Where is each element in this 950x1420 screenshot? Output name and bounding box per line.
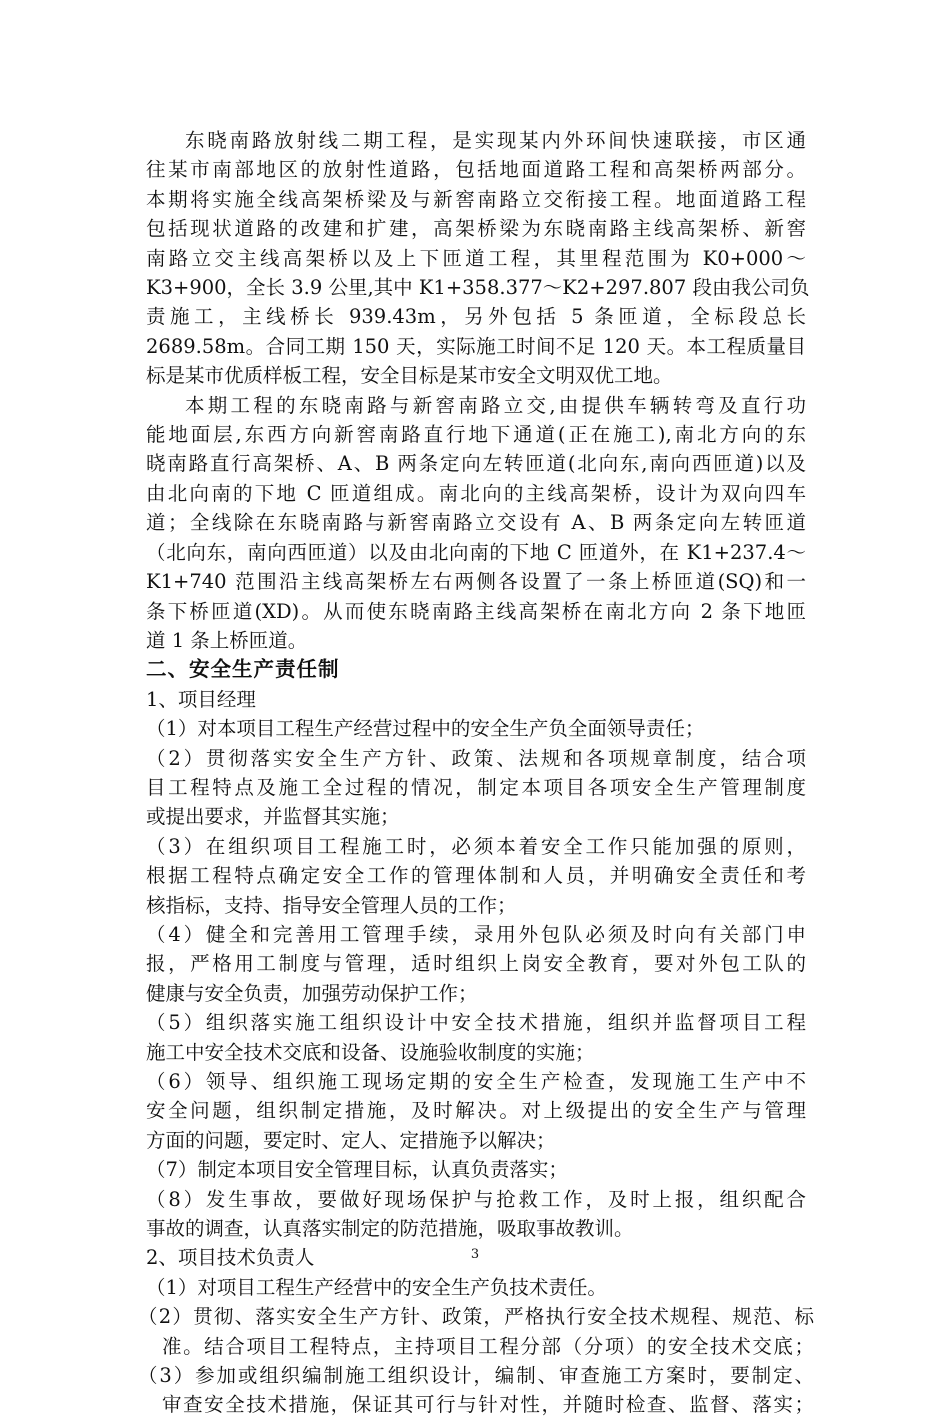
text-line: 根据工程特点确定安全工作的管理体制和人员，并明确安全责任和考 [146,864,806,888]
list-item: （5）组织落实施工组织设计中安全技术措施，组织并监督项目工程 [146,1011,806,1035]
subsection-title: 2、项目技术负责人 [146,1246,315,1270]
text-line: 道 1 条上桥匝道。 [146,628,308,652]
text-line: 责施工，主线桥长 939.43m，另外包括 5 条匝道，全标段总长 [146,305,806,329]
list-item: （8）发生事故，要做好现场保护与抢救工作，及时上报，组织配合 [146,1187,806,1211]
list-item: （6）领导、组织施工现场定期的安全生产检查，发现施工生产中不 [146,1070,806,1093]
text-line: K1+740 范围沿主线高架桥左右两侧各设置了一条上桥匝道(SQ)和一 [146,570,806,594]
text-line: 晓南路直行高架桥、A、B 两条定向左转匝道(北向东,南向西匝道)以及 [146,452,806,476]
list-item: （4）健全和完善用工管理手续，录用外包队必须及时向有关部门申 [146,922,806,946]
text-line: 健康与安全负责，加强劳动保护工作； [146,981,478,1005]
list-item: （1）对本项目工程生产经营过程中的安全生产负全面领导责任； [146,717,705,741]
text-line: 审查安全技术措施，保证其可行与针对性，并随时检查、监督、落实； [162,1393,814,1417]
page-number: 3 [470,1247,480,1262]
text-line: 由北向南的下地 C 匝道组成。南北向的主线高架桥，设计为双向四车 [146,481,806,505]
list-item: （3）参加或组织编制施工组织设计，编制、审查施工方案时，要制定、 [138,1364,814,1388]
text-line: 能地面层,东西方向新窖南路直行地下通道(正在施工),南北方向的东 [146,423,806,447]
subsection-title: 1、项目经理 [146,687,256,711]
text-line: K3+900，全长 3.9 公里,其中 K1+358.377～K2+297.807 段由我公司负 [146,276,810,300]
text-line: 安全问题，组织制定措施，及时解决。对上级提出的安全生产与管理 [146,1099,806,1123]
list-item: （2）贯彻、落实安全生产方针、政策，严格执行安全技术规程、规范、标 [138,1305,814,1329]
text-line: 目工程特点及施工全过程的情况，制定本项目各项安全生产管理制度 [146,775,806,799]
manager-duties-list [146,714,806,1243]
text-line: 2689.58m。合同工期 150 天，实际施工时间不足 120 天。本工程质量目 [146,334,806,358]
text-line: 包括现状道路的改建和扩建，高架桥梁为东晓南路主线高架桥、新窖 [146,217,806,241]
text-line: 往某市南部地区的放射性道路，包括地面道路工程和高架桥两部分。 [146,158,806,182]
section-heading: 二、安全生产责任制 [146,657,340,682]
text-line: 条下桥匝道(XD)。从而使东晓南路主线高架桥在南北方向 2 条下地匝 [146,599,806,623]
text-line: 施工中安全技术交底和设备、设施验收制度的实施； [146,1040,595,1064]
text-line: 或提出要求，并监督其实施； [146,805,400,829]
tech-lead-duties-list [138,1273,814,1420]
text-line: 南路立交主线高架桥以及上下匝道工程，其里程范围为 K0+000～ [146,246,806,270]
intro-paragraph-1 [146,126,810,391]
text-line: 事故的调查，认真落实制定的防范措施，吸取事故教训。 [146,1217,634,1241]
text-line: 标是某市优质样板工程，安全目标是某市安全文明双优工地。 [146,364,673,388]
text-line: 方面的问题，要定时、定人、定措施予以解决； [146,1128,556,1152]
text-line: 本期工程的东晓南路与新窖南路立交,由提供车辆转弯及直行功 [185,393,806,417]
list-item: （3）在组织项目工程施工时，必须本着安全工作只能加强的原则， [146,834,806,858]
intro-paragraph-2 [146,391,806,656]
list-item: （7）制定本项目安全管理目标，认真负责落实； [146,1158,568,1182]
text-line: 道；全线除在东晓南路与新窖南路立交设有 A、B 两条定向左转匝道 [146,511,806,535]
list-item: （2）贯彻落实安全生产方针、政策、法规和各项规章制度，结合项 [146,746,806,770]
document-body [138,126,814,1420]
text-line: 报，严格用工制度与管理，适时组织上岗安全教育，要对外包工队的 [146,952,806,976]
list-item: （1）对项目工程生产经营中的安全生产负技术责任。 [146,1275,607,1299]
text-line: 准。结合项目工程特点，主持项目工程分部（分项）的安全技术交底； [162,1334,814,1358]
text-line: （北向东，南向西匝道）以及由北向南的下地 C 匝道外，在 K1+237.4～ [146,540,806,564]
text-line: 本期将实施全线高架桥梁及与新窖南路立交衔接工程。地面道路工程 [146,187,806,211]
text-line: 核指标，支持、指导安全管理人员的工作； [146,893,517,917]
text-line: 东晓南路放射线二期工程，是实现某内外环间快速联接，市区通 [185,129,806,152]
